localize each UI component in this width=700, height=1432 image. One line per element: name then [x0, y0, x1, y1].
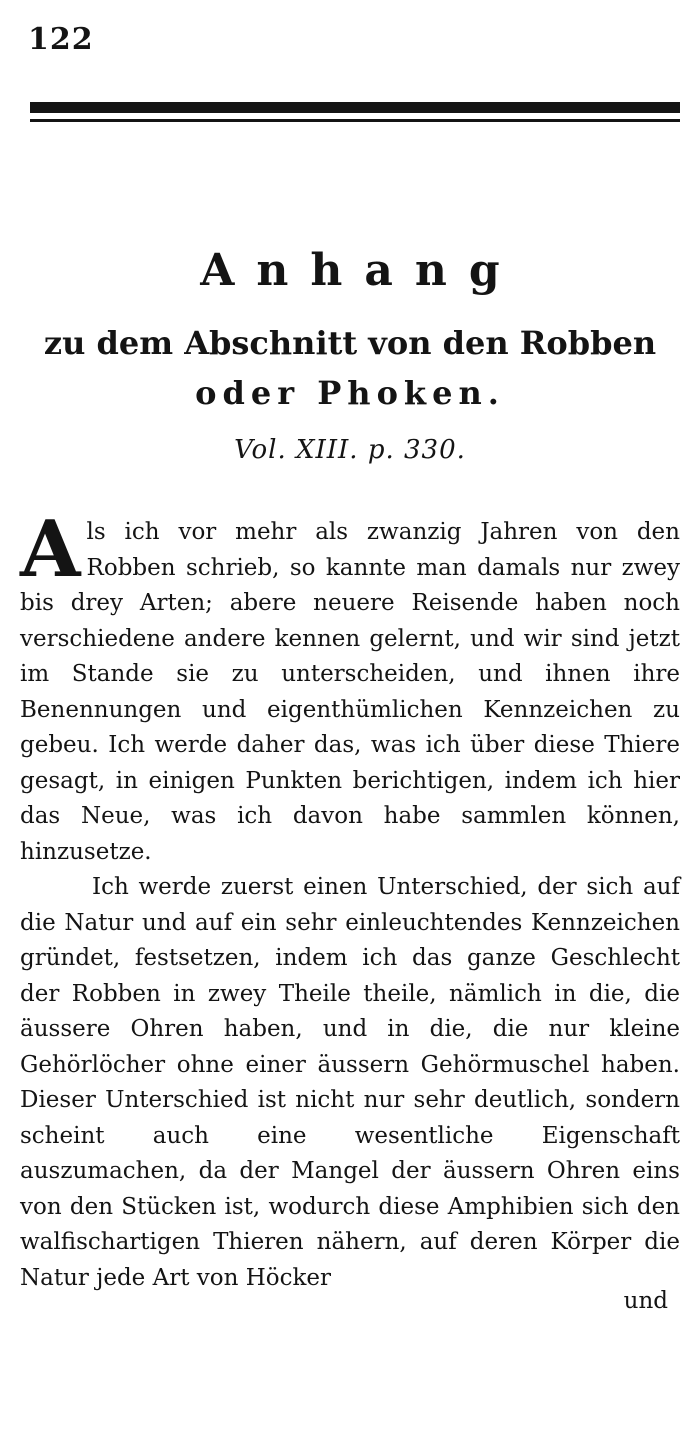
page-number: 122 [28, 22, 94, 57]
paragraph-2: Ich werde zuerst einen Unterschied, der sich auf die Natur und auf ein sehr einleuchtendes Kennzeichen gründet, festsetzen, indem ich das ganze Geschlecht der Robben in zwey Theile theile, nämlich in die, die äussere Ohren haben, und in die, die nur kleine Gehörlöcher ohne einer äussern Gehörmuschel haben. Dieser Unterschied ist nicht nur sehr deutlich, sondern scheint auch eine wesentliche Eigenschaft auszumachen, da der Mangel der äussern Ohren eins von den Stücken ist, wodurch diese Amphibien sich den walfischartigen Thieren nähern, auf deren Körper die Natur jede Art von Höcker [20, 874, 680, 1291]
heading-block [20, 240, 680, 470]
heading-subtitle-line1: zu dem Abschnitt von den Robben [43, 324, 657, 362]
header-rule-thin [30, 119, 680, 122]
heading-title: Anhang [200, 245, 522, 296]
paragraph-1 [20, 504, 680, 870]
body-text [20, 504, 680, 1296]
paragraph-1-text: ls ich vor mehr als zwanzig Jahren von den Robben schrieb, so kannte man damals nur zwey bis drey Arten; abere neuere Reisende haben noch verschiedene andere kennen gelernt, und wir sind jetzt im Stande sie zu unterscheiden, und ihnen ihre Benennungen und eigenthümlichen Kennzeichen zu gebeu. Ich werde daher das, was ich über diese Thiere gesagt, in einigen Punkten berichtigen, indem ich hier das Neue, was ich davon habe sammlen können, hinzusetze. [20, 519, 680, 865]
header-rule-thick [30, 102, 680, 113]
volume-reference: Vol. XIII. p. 330. [234, 435, 466, 465]
catchword: und [623, 1288, 668, 1314]
drop-cap: A [20, 504, 81, 595]
heading-subtitle-line2: oder Phoken. [195, 374, 505, 412]
